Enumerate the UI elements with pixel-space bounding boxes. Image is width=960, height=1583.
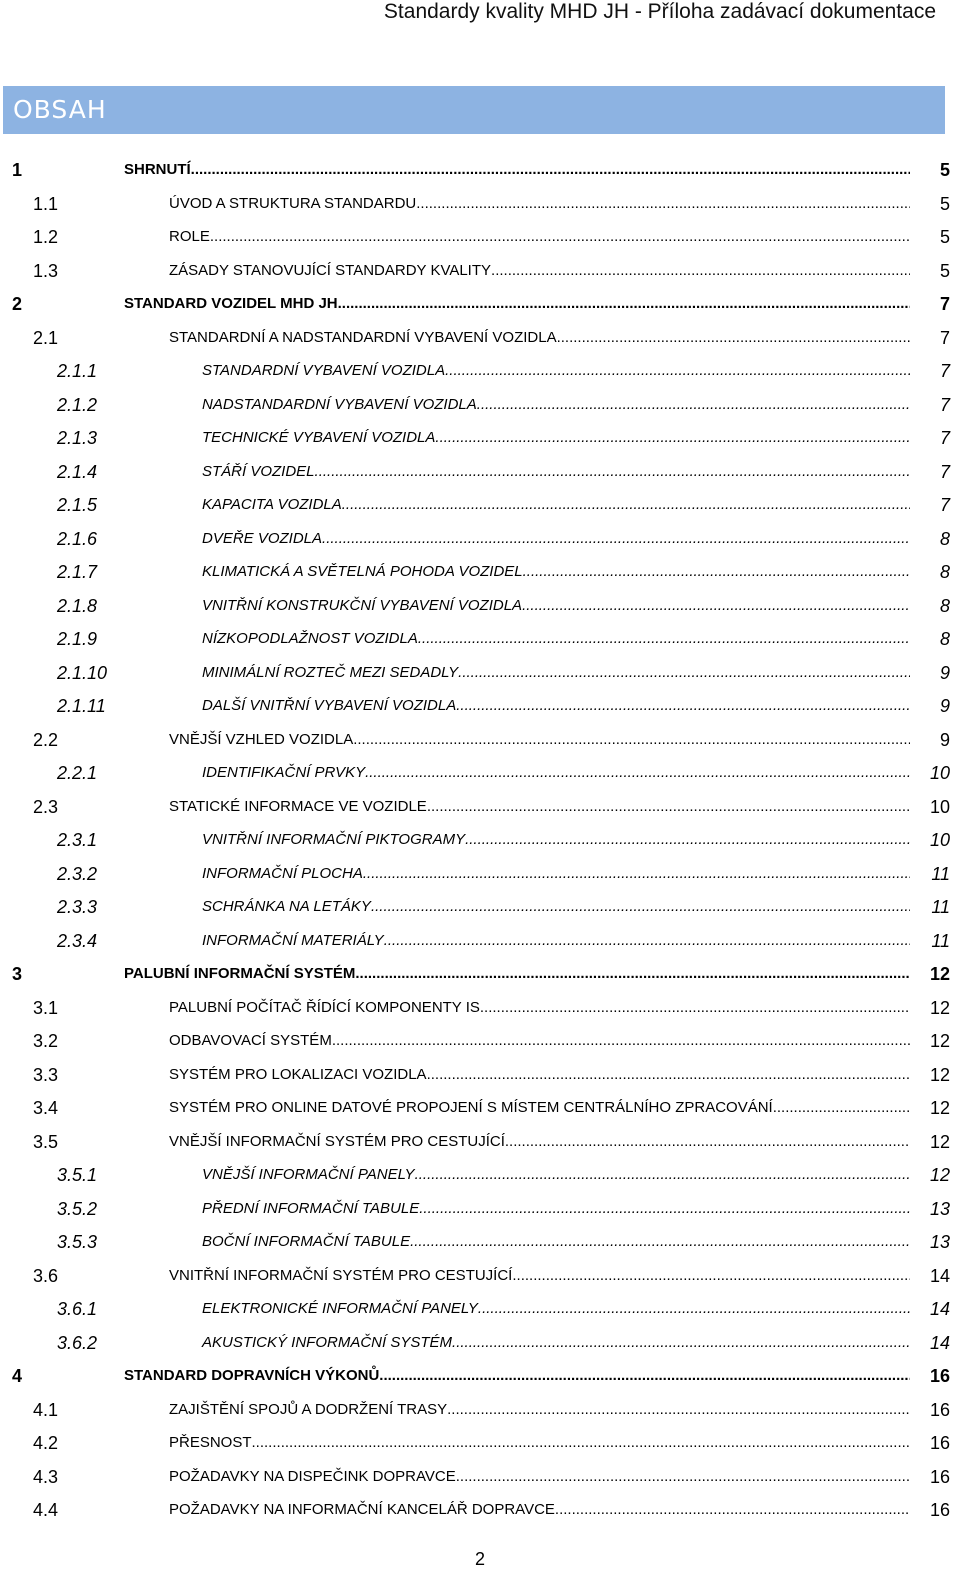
toc-entry[interactable]: [0, 189, 960, 219]
toc-entry-title-wrap: [202, 591, 910, 621]
toc-entry[interactable]: [0, 1361, 960, 1391]
toc-entry[interactable]: [0, 256, 960, 286]
toc-entry-number: 4: [12, 1366, 23, 1386]
toc-entry-number: 1.1: [33, 193, 59, 214]
toc-entry-title-wrap: [169, 725, 910, 755]
toc-entry-title: ROLE: [169, 228, 210, 245]
toc-entry-title-wrap: [169, 323, 910, 353]
toc-leader-dots: [427, 1060, 910, 1090]
toc-entry-title: INFORMAČNÍ PLOCHA: [202, 864, 363, 882]
toc-entry[interactable]: [0, 1261, 960, 1291]
toc-entry-title: ELEKTRONICKÉ INFORMAČNÍ PANELY: [202, 1300, 478, 1317]
toc-entry-number: 4.4: [33, 1500, 59, 1520]
toc-entry[interactable]: [0, 155, 960, 185]
toc-leader-dots: [191, 155, 910, 185]
toc-leader-dots: [410, 1227, 910, 1257]
toc-entry-page: 10: [929, 796, 950, 817]
toc-entry-title: SCHRÁNKA NA LETÁKY: [202, 898, 371, 915]
toc-entry[interactable]: [0, 1227, 960, 1257]
toc-leader-dots: [456, 1462, 910, 1492]
toc-entry-page: 5: [939, 260, 950, 281]
toc-entry[interactable]: [0, 1060, 960, 1090]
toc-entry-page: 13: [929, 1198, 950, 1219]
toc-entry-title: DVEŘE VOZIDLA: [202, 529, 323, 547]
toc-leader-dots: [332, 1026, 910, 1056]
toc-entry-number: 2.1.11: [57, 696, 106, 716]
toc-entry[interactable]: [0, 1160, 960, 1190]
toc-leader-dots: [773, 1093, 910, 1123]
toc-leader-dots: [555, 1495, 910, 1525]
toc-leader-dots: [416, 189, 910, 219]
toc-leader-dots: [478, 1294, 910, 1324]
toc-entry-page: 16: [929, 1433, 950, 1453]
toc-entry-title-wrap: [169, 1428, 910, 1458]
page-title: OBSAH: [13, 95, 107, 124]
toc-leader-dots: [363, 859, 910, 889]
toc-entry-title-wrap: [202, 926, 910, 956]
toc-entry-title-wrap: [169, 1127, 910, 1157]
toc-entry-number: 3.6.1: [57, 1299, 98, 1319]
toc-entry-number: 2.3.3: [57, 897, 98, 917]
toc-entry-title: NADSTANDARDNÍ VYBAVENÍ VOZIDLA: [202, 395, 477, 413]
toc-entry-number: 3.5: [33, 1131, 59, 1152]
toc-entry-title-wrap: [202, 356, 910, 386]
toc-entry-page: 7: [939, 461, 950, 482]
toc-entry[interactable]: [0, 1395, 960, 1425]
toc-entry[interactable]: [0, 1495, 960, 1525]
toc-entry-number: 2.3.1: [57, 830, 98, 850]
toc-entry-page: 12: [929, 964, 950, 984]
toc-leader-dots: [522, 591, 910, 621]
toc-entry[interactable]: [0, 423, 960, 453]
toc-entry-title: POŽADAVKY NA DISPEČINK DOPRAVCE: [169, 1467, 456, 1485]
toc-entry-page: 8: [939, 629, 950, 649]
toc-entry-title-wrap: [202, 1194, 910, 1224]
toc-entry-number: 4.2: [33, 1433, 59, 1453]
toc-entry-page: 11: [931, 897, 950, 917]
toc-entry-number: 3: [12, 964, 23, 984]
toc-entry-number: 3.1: [33, 997, 59, 1018]
toc-entry-title-wrap: [169, 792, 910, 822]
toc-entry-page: 12: [929, 997, 950, 1018]
toc-entry-page: 5: [939, 160, 950, 180]
toc-entry-title-wrap: [169, 1395, 910, 1425]
toc-entry-number: 2.2: [33, 729, 59, 750]
toc-entry-title-wrap: [124, 959, 910, 989]
toc-leader-dots: [452, 1328, 910, 1358]
toc-leader-dots: [353, 725, 910, 755]
toc-entry-number: 2: [12, 294, 23, 314]
toc-entry-title: POŽADAVKY NA INFORMAČNÍ KANCELÁŘ DOPRAVCE: [169, 1501, 555, 1518]
toc-leader-dots: [512, 1261, 910, 1291]
toc-entry[interactable]: [0, 390, 960, 420]
toc-entry-title-wrap: [202, 1328, 910, 1358]
toc-entry-title: BOČNÍ INFORMAČNÍ TABULE: [202, 1233, 411, 1250]
toc-entry-title-wrap: [169, 256, 910, 286]
toc-entry-title: ZÁSADY STANOVUJÍCÍ STANDARDY KVALITY: [169, 261, 492, 279]
toc-entry-title-wrap: [202, 1160, 910, 1190]
toc-entry[interactable]: [0, 1093, 960, 1123]
toc-entry-title: ÚVOD A STRUKTURA STANDARDU: [169, 194, 417, 212]
toc-entry-page: 12: [929, 1131, 950, 1152]
toc-entry-page: 12: [929, 1064, 950, 1085]
toc-leader-dots: [480, 993, 910, 1023]
toc-entry-page: 7: [939, 495, 950, 515]
toc-entry-number: 3.5.1: [57, 1165, 98, 1185]
toc-entry-title-wrap: [202, 557, 910, 587]
toc-entry-title: PALUBNÍ INFORMAČNÍ SYSTÉM: [124, 965, 356, 982]
toc-entry-title-wrap: [202, 1294, 910, 1324]
toc-entry-title: KLIMATICKÁ A SVĚTELNÁ POHODA VOZIDEL: [202, 563, 523, 580]
toc-leader-dots: [427, 792, 910, 822]
toc-entry-page: 9: [939, 696, 950, 716]
toc-entry-title: INFORMAČNÍ MATERIÁLY: [202, 931, 384, 949]
toc-leader-dots: [418, 624, 910, 654]
toc-leader-dots: [338, 289, 910, 319]
toc-leader-dots: [365, 758, 910, 788]
toc-entry[interactable]: [0, 792, 960, 822]
title-banner: [3, 86, 945, 134]
toc-entry[interactable]: [0, 892, 960, 922]
toc-entry-page: 10: [929, 763, 950, 783]
toc-entry-page: 7: [939, 327, 950, 348]
toc-entry-number: 2.3.4: [57, 930, 98, 951]
toc-leader-dots: [505, 1127, 910, 1157]
toc-entry[interactable]: [0, 490, 960, 520]
toc-leader-dots: [322, 524, 910, 554]
toc-entry[interactable]: [0, 859, 960, 889]
toc-entry-number: 3.5.2: [57, 1198, 98, 1219]
toc-entry[interactable]: [0, 524, 960, 554]
toc-entry-title-wrap: [202, 1227, 910, 1257]
toc-entry-page: 11: [931, 930, 950, 951]
toc-entry-title: VNITŘNÍ INFORMAČNÍ PIKTOGRAMY: [202, 831, 466, 848]
toc-entry-title: STANDARDNÍ A NADSTANDARDNÍ VYBAVENÍ VOZIDLA: [169, 328, 557, 346]
toc-entry-title: VNITŘNÍ KONSTRUKČNÍ VYBAVENÍ VOZIDLA: [202, 596, 523, 614]
toc-entry-title-wrap: [202, 691, 910, 721]
toc-entry-number: 2.1.10: [57, 662, 108, 683]
toc-leader-dots: [491, 256, 910, 286]
toc-entry-title-wrap: [124, 289, 910, 319]
toc-entry-title-wrap: [202, 859, 910, 889]
toc-entry-title-wrap: [169, 1093, 910, 1123]
toc-leader-dots: [371, 892, 910, 922]
running-header: Standardy kvality MHD JH - Příloha zadávací dokumentace: [383, 0, 936, 23]
toc-entry-page: 14: [929, 1299, 950, 1319]
toc-leader-dots: [355, 959, 910, 989]
toc-entry-title: ODBAVOVACÍ SYSTÉM: [169, 1032, 332, 1049]
toc-entry-title-wrap: [124, 1361, 910, 1391]
toc-entry-title: VNĚJŠÍ INFORMAČNÍ SYSTÉM PRO CESTUJÍCÍ: [169, 1132, 505, 1150]
toc-entry-title: VNITŘNÍ INFORMAČNÍ SYSTÉM PRO CESTUJÍCÍ: [169, 1266, 513, 1284]
toc-entry-title-wrap: [202, 624, 910, 654]
toc-entry-title: SYSTÉM PRO ONLINE DATOVÉ PROPOJENÍ S MÍSTEM CENTRÁLNÍHO ZPRACOVÁNÍ: [169, 1099, 773, 1116]
toc-entry-title: IDENTIFIKAČNÍ PRVKY: [202, 764, 366, 781]
toc-entry-title: STANDARD VOZIDEL MHD JH: [124, 295, 338, 312]
toc-entry-page: 5: [939, 227, 950, 247]
toc-entry-title-wrap: [169, 1060, 910, 1090]
toc-entry-title-wrap: [202, 658, 910, 688]
toc-entry-number: 3.4: [33, 1098, 59, 1118]
toc-entry[interactable]: [0, 1462, 960, 1492]
toc-entry-number: 2.1.9: [57, 629, 98, 649]
toc-entry[interactable]: [0, 289, 960, 319]
toc-entry-title-wrap: [202, 390, 910, 420]
toc-entry-title-wrap: [169, 1261, 910, 1291]
toc-leader-dots: [342, 490, 910, 520]
toc-entry-page: 7: [939, 361, 950, 381]
toc-entry-number: 2.1.5: [57, 495, 98, 515]
toc-entry-page: 7: [939, 428, 950, 448]
toc-entry-number: 2.1.6: [57, 528, 98, 549]
toc-entry-page: 11: [931, 863, 950, 884]
toc-leader-dots: [419, 1194, 910, 1224]
toc-entry-title: VNĚJŠÍ VZHLED VOZIDLA: [169, 730, 354, 748]
toc-entry-title: VNĚJŠÍ INFORMAČNÍ PANELY: [202, 1166, 415, 1183]
toc-leader-dots: [447, 1395, 910, 1425]
toc-entry[interactable]: [0, 591, 960, 621]
toc-leader-dots: [465, 825, 910, 855]
toc-entry[interactable]: [0, 624, 960, 654]
toc-entry-title-wrap: [169, 1026, 910, 1056]
toc-entry-page: 8: [939, 562, 950, 582]
toc-leader-dots: [523, 557, 910, 587]
toc-entry-page: 16: [929, 1366, 950, 1386]
toc-entry[interactable]: [0, 1328, 960, 1358]
toc-entry-title: PŘEDNÍ INFORMAČNÍ TABULE: [202, 1199, 420, 1217]
toc-entry-title: STANDARD DOPRAVNÍCH VÝKONŮ: [124, 1367, 380, 1384]
toc-entry-title-wrap: [202, 490, 910, 520]
toc-entry-page: 10: [929, 830, 950, 850]
toc-entry-number: 3.2: [33, 1031, 59, 1051]
toc-entry[interactable]: [0, 1127, 960, 1157]
toc-entry[interactable]: [0, 725, 960, 755]
toc-entry-page: 16: [929, 1399, 950, 1420]
toc-entry-number: 2.1: [33, 327, 59, 348]
toc-entry-number: 2.2.1: [57, 763, 98, 783]
toc-leader-dots: [445, 356, 910, 386]
toc-entry[interactable]: [0, 557, 960, 587]
toc-entry-title: KAPACITA VOZIDLA: [202, 496, 342, 513]
toc-entry-page: 14: [929, 1332, 950, 1353]
toc-entry-number: 3.3: [33, 1064, 59, 1085]
toc-entry-title-wrap: [169, 189, 910, 219]
toc-entry[interactable]: [0, 222, 960, 252]
toc-entry[interactable]: [0, 658, 960, 688]
toc-entry-page: 9: [939, 729, 950, 750]
toc-entry-title: SHRNUTÍ: [124, 161, 191, 178]
toc-leader-dots: [315, 457, 910, 487]
toc-entry[interactable]: [0, 825, 960, 855]
toc-entry-title-wrap: [202, 457, 910, 487]
toc-entry[interactable]: [0, 926, 960, 956]
toc-entry-number: 2.1.2: [57, 394, 98, 415]
toc-entry-number: 1.2: [33, 227, 59, 247]
toc-entry-number: 3.6: [33, 1265, 59, 1286]
toc-entry[interactable]: [0, 457, 960, 487]
toc-entry-page: 12: [929, 1031, 950, 1051]
toc-entry-title-wrap: [202, 524, 910, 554]
toc-leader-dots: [384, 926, 910, 956]
toc-entry-page: 16: [929, 1466, 950, 1487]
toc-entry[interactable]: [0, 1294, 960, 1324]
toc-entry-number: 2.1.7: [57, 562, 98, 582]
toc-entry-page: 8: [939, 528, 950, 549]
toc-entry[interactable]: [0, 691, 960, 721]
toc-entry-number: 2.3.2: [57, 863, 98, 884]
toc-leader-dots: [458, 658, 910, 688]
toc-entry-title: SYSTÉM PRO LOKALIZACI VOZIDLA: [169, 1065, 427, 1083]
toc-entry-number: 4.1: [33, 1399, 59, 1420]
toc-entry-title: DALŠÍ VNITŘNÍ VYBAVENÍ VOZIDLA: [202, 697, 457, 714]
toc-entry-number: 4.3: [33, 1466, 59, 1487]
toc-entry-page: 12: [929, 1098, 950, 1118]
toc-entry[interactable]: [0, 758, 960, 788]
toc-entry-number: 1.3: [33, 260, 59, 281]
toc-leader-dots: [415, 1160, 910, 1190]
toc-entry-page: 14: [929, 1265, 950, 1286]
toc-entry-title: PŘESNOST: [169, 1434, 252, 1451]
toc-entry[interactable]: [0, 993, 960, 1023]
toc-entry-title-wrap: [202, 825, 910, 855]
toc-entry[interactable]: [0, 323, 960, 353]
toc-entry-title-wrap: [202, 423, 910, 453]
toc-entry-title-wrap: [169, 1495, 910, 1525]
page-number: 2: [474, 1549, 485, 1569]
toc-entry-title: AKUSTICKÝ INFORMAČNÍ SYSTÉM: [202, 1333, 453, 1351]
toc-entry-page: 9: [939, 662, 950, 683]
toc-entry-title: NÍZKOPODLAŽNOST VOZIDLA: [202, 630, 418, 647]
toc-entry[interactable]: [0, 356, 960, 386]
toc-leader-dots: [557, 323, 910, 353]
toc-entry-page: 5: [939, 193, 950, 214]
toc-entry-page: 12: [929, 1165, 950, 1185]
toc-entry-title: TECHNICKÉ VYBAVENÍ VOZIDLA: [202, 429, 436, 446]
toc-entry-title-wrap: [169, 993, 910, 1023]
toc-entry-title: STÁŘÍ VOZIDEL: [202, 462, 315, 480]
toc-entry-number: 2.3: [33, 796, 59, 817]
toc-entry-title: STANDARDNÍ VYBAVENÍ VOZIDLA: [202, 362, 446, 379]
toc-leader-dots: [435, 423, 910, 453]
toc-entry-title: STATICKÉ INFORMACE VE VOZIDLE: [169, 797, 427, 815]
toc-leader-dots: [210, 222, 910, 252]
toc-entry-number: 3.6.2: [57, 1332, 98, 1353]
toc-entry-title-wrap: [202, 758, 910, 788]
toc-entry-title-wrap: [202, 892, 910, 922]
toc-entry-number: 1: [12, 160, 23, 180]
toc-leader-dots: [252, 1428, 910, 1458]
toc-entry-number: 2.1.8: [57, 595, 98, 616]
toc-entry-title-wrap: [124, 155, 910, 185]
toc-leader-dots: [456, 691, 910, 721]
toc-entry-number: 2.1.1: [57, 361, 98, 381]
toc-entry[interactable]: [0, 1428, 960, 1458]
toc-leader-dots: [379, 1361, 910, 1391]
toc-entry-title: PALUBNÍ POČÍTAČ ŘÍDÍCÍ KOMPONENTY IS: [169, 998, 480, 1016]
toc-entry[interactable]: [0, 959, 960, 989]
toc-entry-title: ZAJIŠTĚNÍ SPOJŮ A DODRŽENÍ TRASY: [169, 1400, 448, 1418]
toc-entry-title-wrap: [169, 1462, 910, 1492]
toc-entry-title: MINIMÁLNÍ ROZTEČ MEZI SEDADLY: [202, 663, 459, 681]
toc-entry-page: 8: [939, 595, 950, 616]
toc-entry-number: 2.1.4: [57, 461, 98, 482]
toc-entry-page: 13: [929, 1232, 950, 1252]
toc-entry-page: 7: [939, 294, 950, 314]
toc-entry-page: 7: [939, 394, 950, 415]
toc-entry[interactable]: [0, 1194, 960, 1224]
toc-entry-number: 3.5.3: [57, 1232, 98, 1252]
toc-entry[interactable]: [0, 1026, 960, 1056]
toc-entry-title-wrap: [169, 222, 910, 252]
toc-entry-page: 16: [929, 1500, 950, 1520]
toc-entry-number: 2.1.3: [57, 428, 98, 448]
toc-leader-dots: [477, 390, 910, 420]
